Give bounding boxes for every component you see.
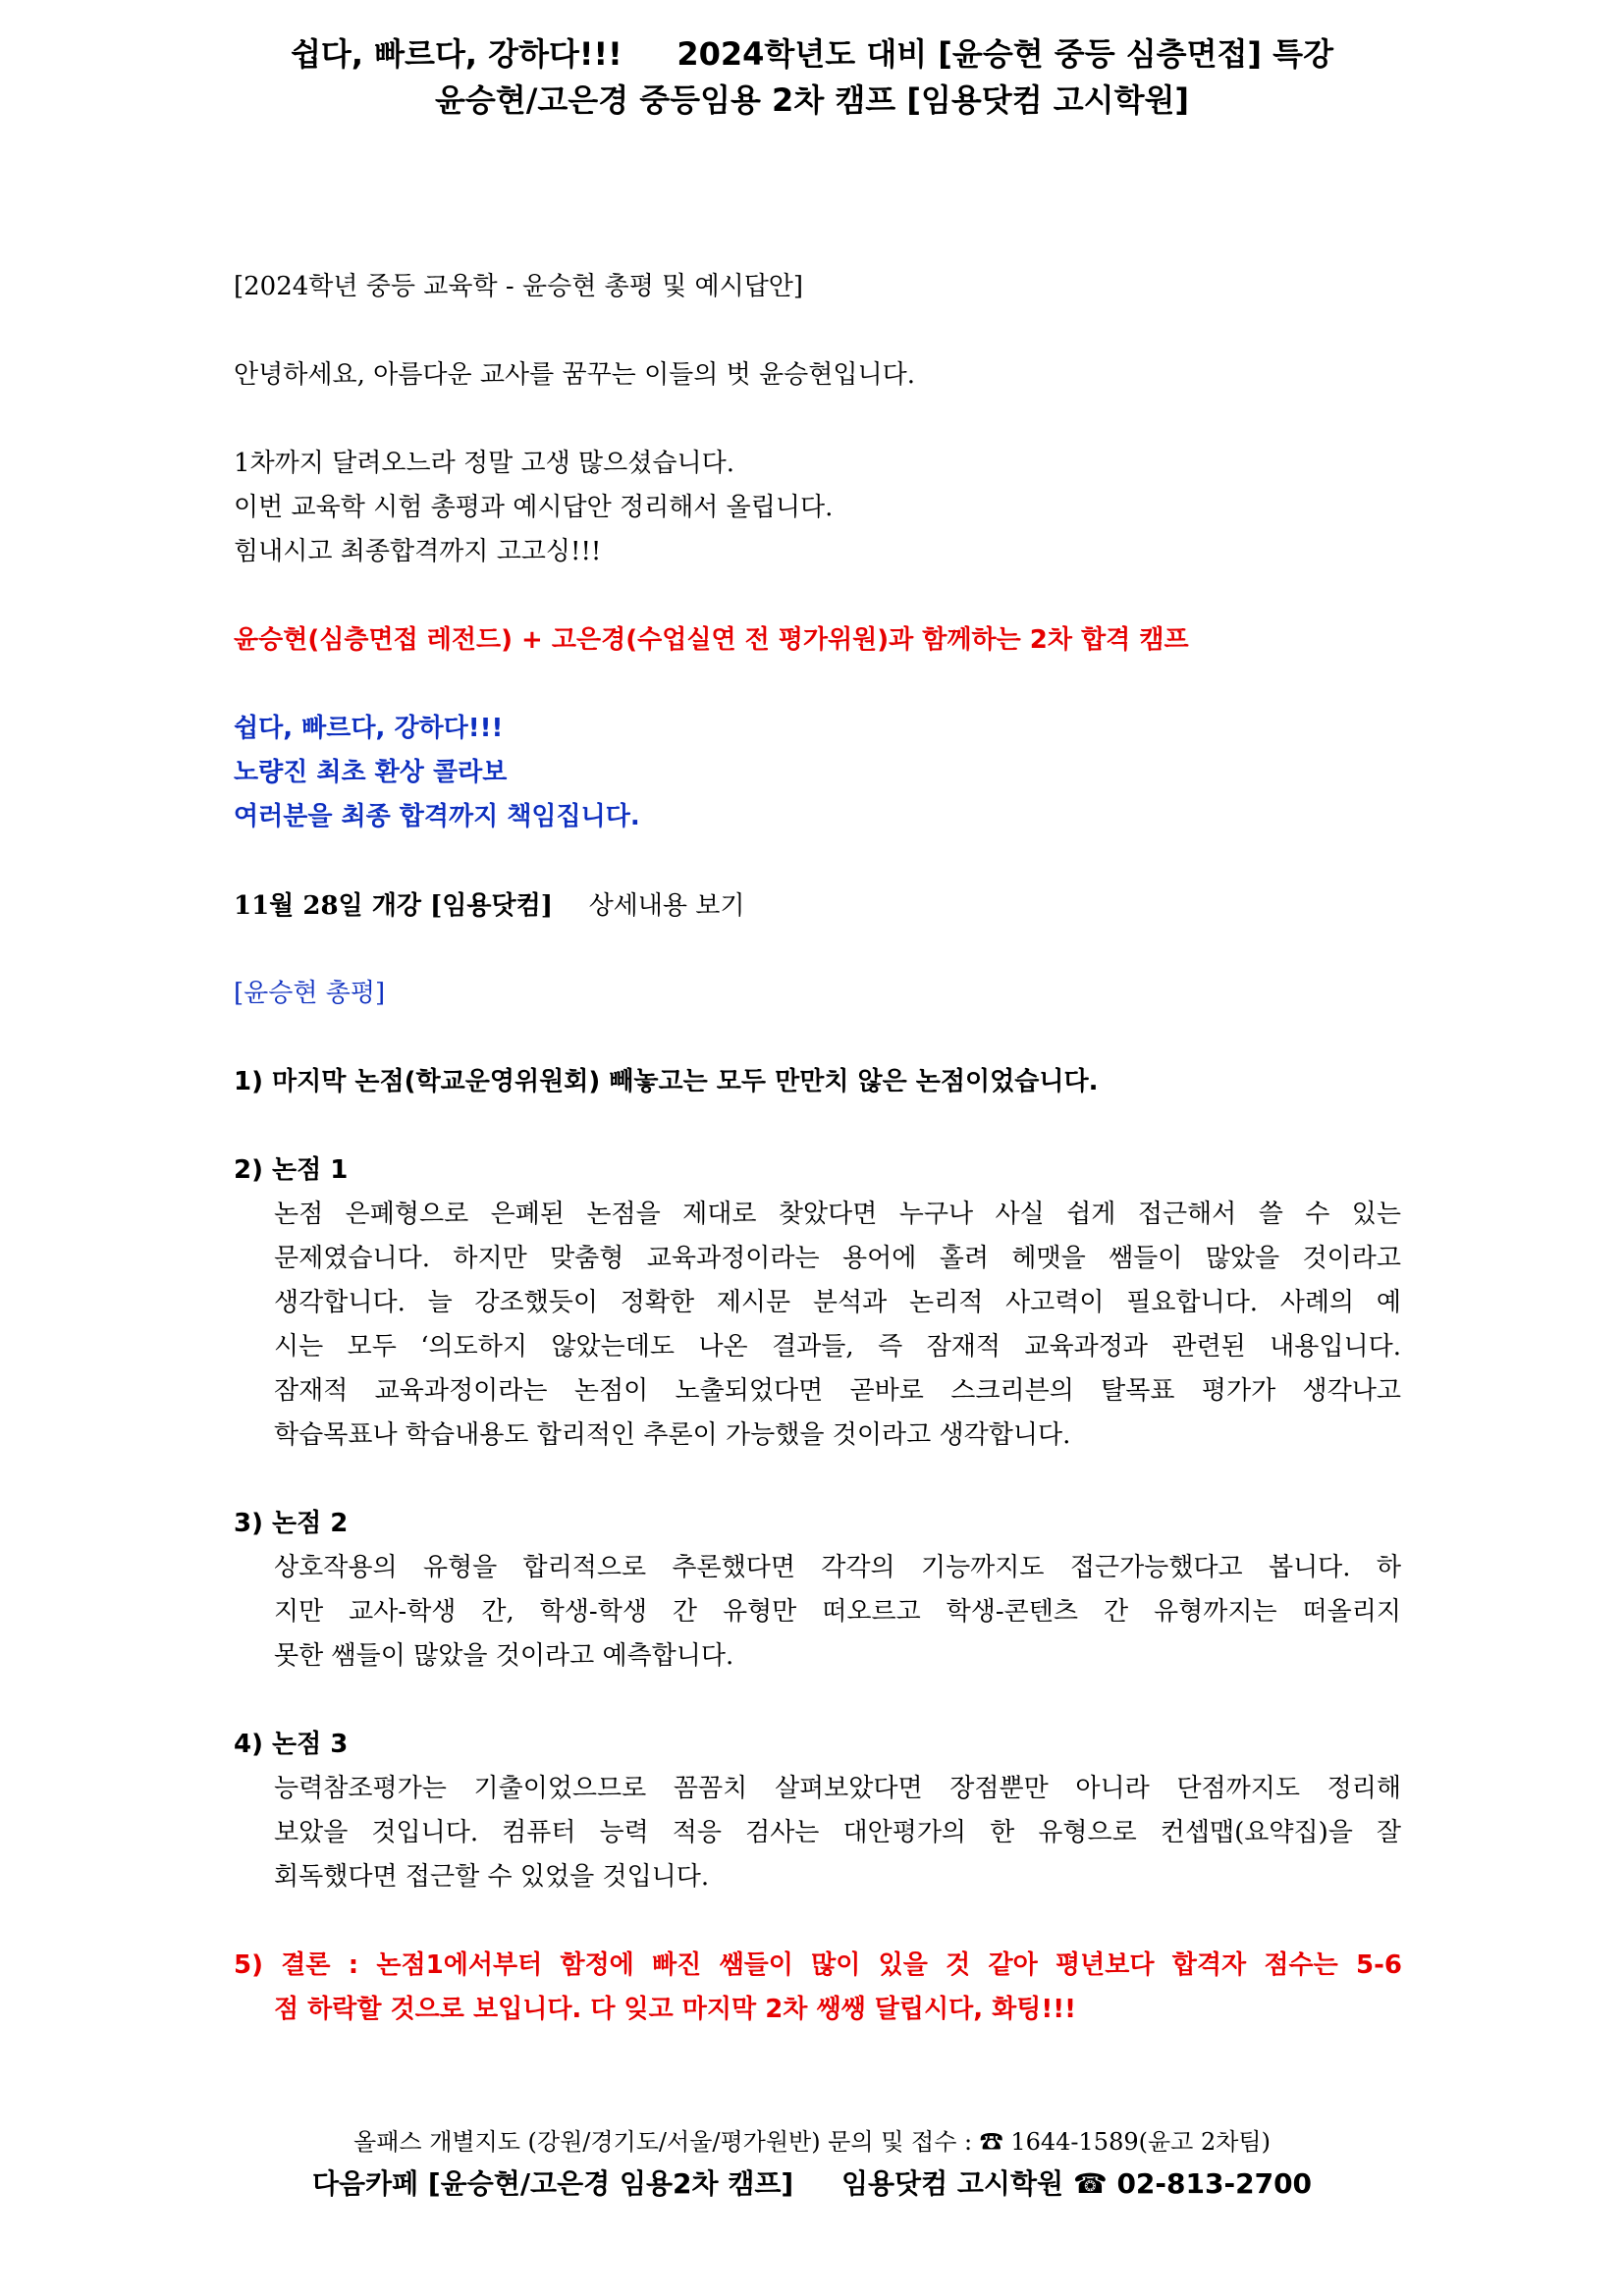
greeting-text: 안녕하세요, 아름다운 교사를 꿈꾸는 이들의 벗 윤승현입니다. (234, 360, 916, 390)
conclusion-block (234, 1944, 1402, 2032)
point2-heading: 2) 논점 1 (234, 1155, 349, 1185)
point3-heading-block (234, 1502, 1402, 1546)
point1-block (234, 1060, 1402, 1104)
point2-line: 잠재적 교육과정이라는 논점이 노출되었다면 곧바로 스크리븐의 탈목표 평가가 생각나고 (274, 1376, 1401, 1406)
detail-link[interactable]: 상세내용 보기 (588, 891, 745, 921)
slogan-line: 여러분을 최종 합격까지 책임집니다. (234, 802, 640, 831)
footer-line1: 올패스 개별지도 (강원/경기도/서울/평가원반) 문의 및 접수 : ☎ 1644-1589(윤고 2차팀) (353, 2128, 1271, 2156)
point4-heading: 4) 논점 3 (234, 1730, 349, 1759)
point3-heading: 3) 논점 2 (234, 1509, 349, 1538)
section-title: [2024학년 중등 교육학 - 윤승현 총평 및 예시답안] (234, 272, 804, 301)
point2-line: 시는 모두 ‘의도하지 않았는데도 나온 결과들, 즉 잠재적 교육과정과 관련된 내용입니다. (274, 1332, 1401, 1362)
point4-heading-block (234, 1723, 1402, 1767)
slogan-line: 노량진 최초 환상 콜라보 (234, 758, 508, 787)
point2-paragraph (274, 1193, 1401, 1458)
opening-date: 11월 28일 개강 [임용닷컴] (234, 891, 554, 921)
intro-line: 이번 교육학 시험 총평과 예시답안 정리해서 올립니다. (234, 493, 834, 522)
header-title-line2: 윤승현/고은경 중등임용 2차 캠프 [임용닷컴 고시학원] (434, 81, 1190, 119)
point2-line: 생각합니다. 늘 강조했듯이 정확한 제시문 분석과 논리적 사고력이 필요합니다. 사례의 예 (274, 1288, 1401, 1317)
conclusion-line1: 5) 결론 : 논점1에서부터 함정에 빠진 쌤들이 많이 있을 것 같아 평년보다 합격자 점수는 5-6 (234, 1950, 1402, 1980)
camp-line: 윤승현(심층면접 레전드) + 고은경(수업실연 전 평가위원)과 함께하는 2차 합격 캠프 (234, 625, 1189, 655)
intro-line: 힘내시고 최종합격까지 고고싱!!! (234, 537, 602, 566)
point2-line: 학습목표나 학습내용도 합리적인 추론이 가능했을 것이라고 생각합니다. (274, 1420, 1071, 1450)
point4-paragraph (274, 1767, 1401, 1899)
greeting (234, 353, 1402, 398)
point2-line: 논점 은폐형으로 은폐된 논점을 제대로 찾았다면 누구나 사실 쉽게 접근해서 쓸 수 있는 (274, 1200, 1401, 1229)
slogan-line: 쉽다, 빠르다, 강하다!!! (234, 714, 504, 743)
point4-line: 보았을 것입니다. 컴퓨터 능력 적응 검사는 대안평가의 한 유형으로 컨셉맵(요약집)을 잘 (274, 1818, 1401, 1847)
review-title: [윤승현 총평] (234, 979, 386, 1008)
footer-line2: 다음카페 [윤승현/고은경 임용2차 캠프] 임용닷컴 고시학원 ☎ 02-813-2700 (311, 2167, 1313, 2200)
point2-heading-block (234, 1148, 1402, 1193)
point4-line: 능력참조평가는 기출이었으므로 꼼꼼치 살펴보았다면 장점뿐만 아니라 단점까지도 정리해 (274, 1774, 1401, 1803)
intro-line: 1차까지 달려오느라 정말 고생 많으셨습니다. (234, 449, 734, 478)
camp-promo (234, 618, 1402, 663)
conclusion-line2: 점 하락할 것으로 보입니다. 다 잊고 마지막 2차 쌩쌩 달립시다, 화팅!!! (274, 1995, 1076, 2024)
point1-text: 1) 마지막 논점(학교운영위원회) 빼놓고는 모두 만만치 않은 논점이었습니다. (234, 1067, 1099, 1096)
opening-info (234, 883, 1402, 929)
point3-line: 못한 쌤들이 많았을 것이라고 예측합니다. (274, 1641, 734, 1671)
point4-line: 회독했다면 접근할 수 있었을 것입니다. (274, 1862, 710, 1892)
point3-line: 상호작용의 유형을 합리적으로 추론했다면 각각의 기능까지도 접근가능했다고 봅니다. 하 (274, 1553, 1401, 1582)
point3-paragraph (274, 1546, 1401, 1679)
point2-line: 문제였습니다. 하지만 맞춤형 교육과정이라는 용어에 홀려 헤맷을 쌤들이 많았을 것이라고 (274, 1244, 1401, 1273)
intro-block (234, 265, 1402, 309)
point3-line: 지만 교사-학생 간, 학생-학생 간 유형만 떠오르고 학생-콘텐츠 간 유형까지는 떠올리지 (274, 1597, 1401, 1627)
intro-lines (234, 442, 1402, 574)
review-title-block (234, 972, 1402, 1016)
slogan-block (234, 707, 1402, 839)
header-title-line1: 쉽다, 빠르다, 강하다!!! 2024학년도 대비 [윤승현 중등 심층면접] 특강 (291, 35, 1333, 73)
